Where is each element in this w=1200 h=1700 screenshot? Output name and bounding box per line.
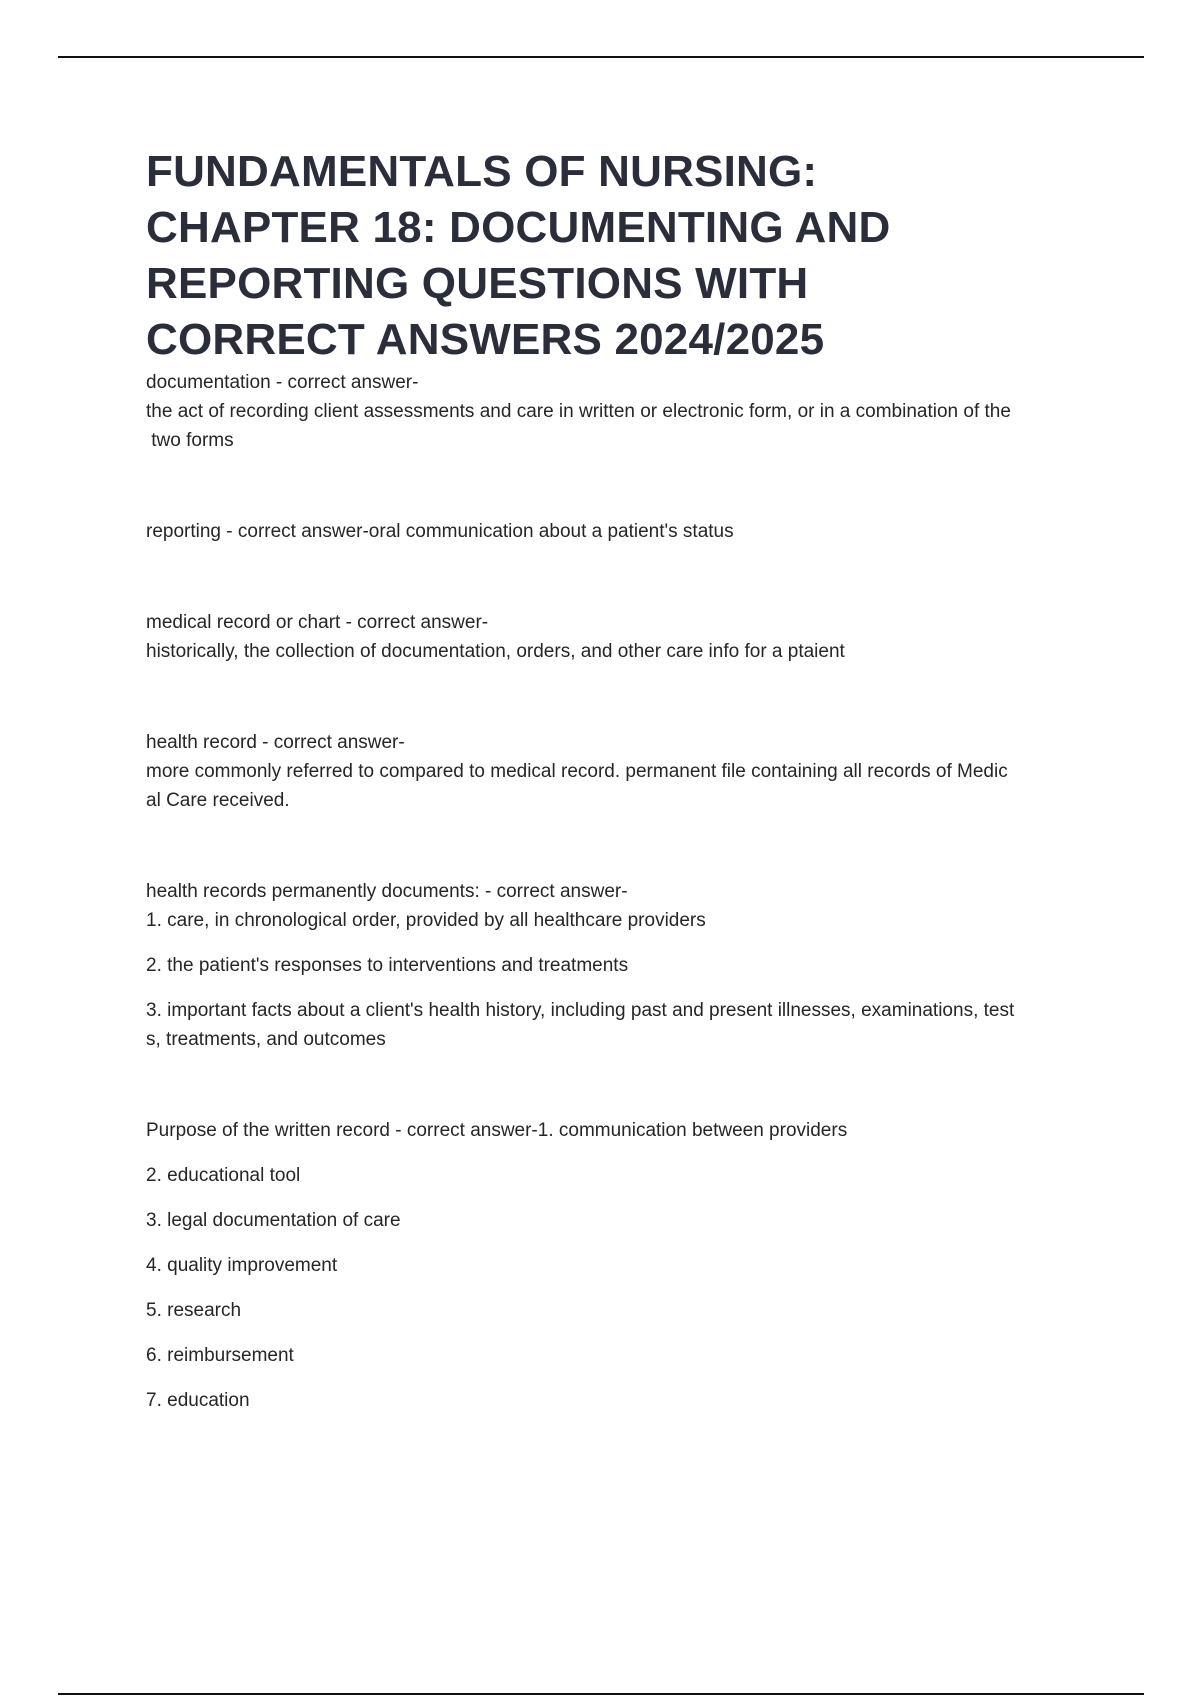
list-item: 6. reimbursement	[146, 1345, 294, 1366]
title-line: CHAPTER 18: DOCUMENTING AND	[146, 203, 891, 252]
entry-definition: al Care received.	[146, 790, 290, 811]
entry-definition: more commonly referred to compared to medical record. permanent file containing all records of Medic	[146, 761, 1008, 782]
list-item: 2. the patient's responses to interventions and treatments	[146, 955, 629, 976]
title-line: REPORTING QUESTIONS WITH	[146, 259, 809, 308]
entry-definition: two forms	[146, 430, 234, 451]
list-item: 3. legal documentation of care	[146, 1210, 401, 1231]
list-item	[146, 1116, 1096, 1145]
entry-term: medical record or chart - correct answer-	[146, 612, 489, 633]
title-line: CORRECT ANSWERS 2024/2025	[146, 315, 825, 364]
qa-entry-health-record	[146, 728, 1096, 815]
entry-term: Purpose of the written record - correct answer-1. communication between providers	[146, 1120, 848, 1141]
list-item: 1. care, in chronological order, provided by all healthcare providers	[146, 910, 706, 931]
qa-entry-reporting	[146, 517, 1096, 546]
list-item: 3. important facts about a client's health history, including past and present illnesses, examinations, test s, treatments, and outcomes	[146, 1000, 1015, 1050]
qa-entry-health-records-documents	[146, 877, 1096, 1054]
top-rule	[58, 56, 1144, 58]
entry-definition: the act of recording client assessments and care in written or electronic form, or in a combination of the	[146, 401, 1011, 422]
document-body	[146, 144, 1096, 1415]
list-item: 5. research	[146, 1300, 242, 1321]
qa-entry-medical-record	[146, 608, 1096, 666]
document-title	[146, 144, 1096, 368]
list-item: 7. education	[146, 1390, 250, 1411]
entry-term: health record - correct answer-	[146, 732, 405, 753]
bottom-rule	[58, 1693, 1144, 1695]
list-item: 4. quality improvement	[146, 1255, 338, 1276]
list-item: 2. educational tool	[146, 1165, 301, 1186]
entry-definition: historically, the collection of documentation, orders, and other care info for a ptaient	[146, 641, 845, 662]
entry-term: health records permanently documents: - correct answer-	[146, 881, 628, 902]
qa-entry-purpose-written-record	[146, 1116, 1096, 1415]
entry-term: reporting - correct answer-oral communication about a patient's status	[146, 521, 734, 542]
qa-entry-documentation	[146, 368, 1096, 455]
entry-term: documentation - correct answer-	[146, 372, 419, 393]
title-line: FUNDAMENTALS OF NURSING:	[146, 147, 818, 196]
